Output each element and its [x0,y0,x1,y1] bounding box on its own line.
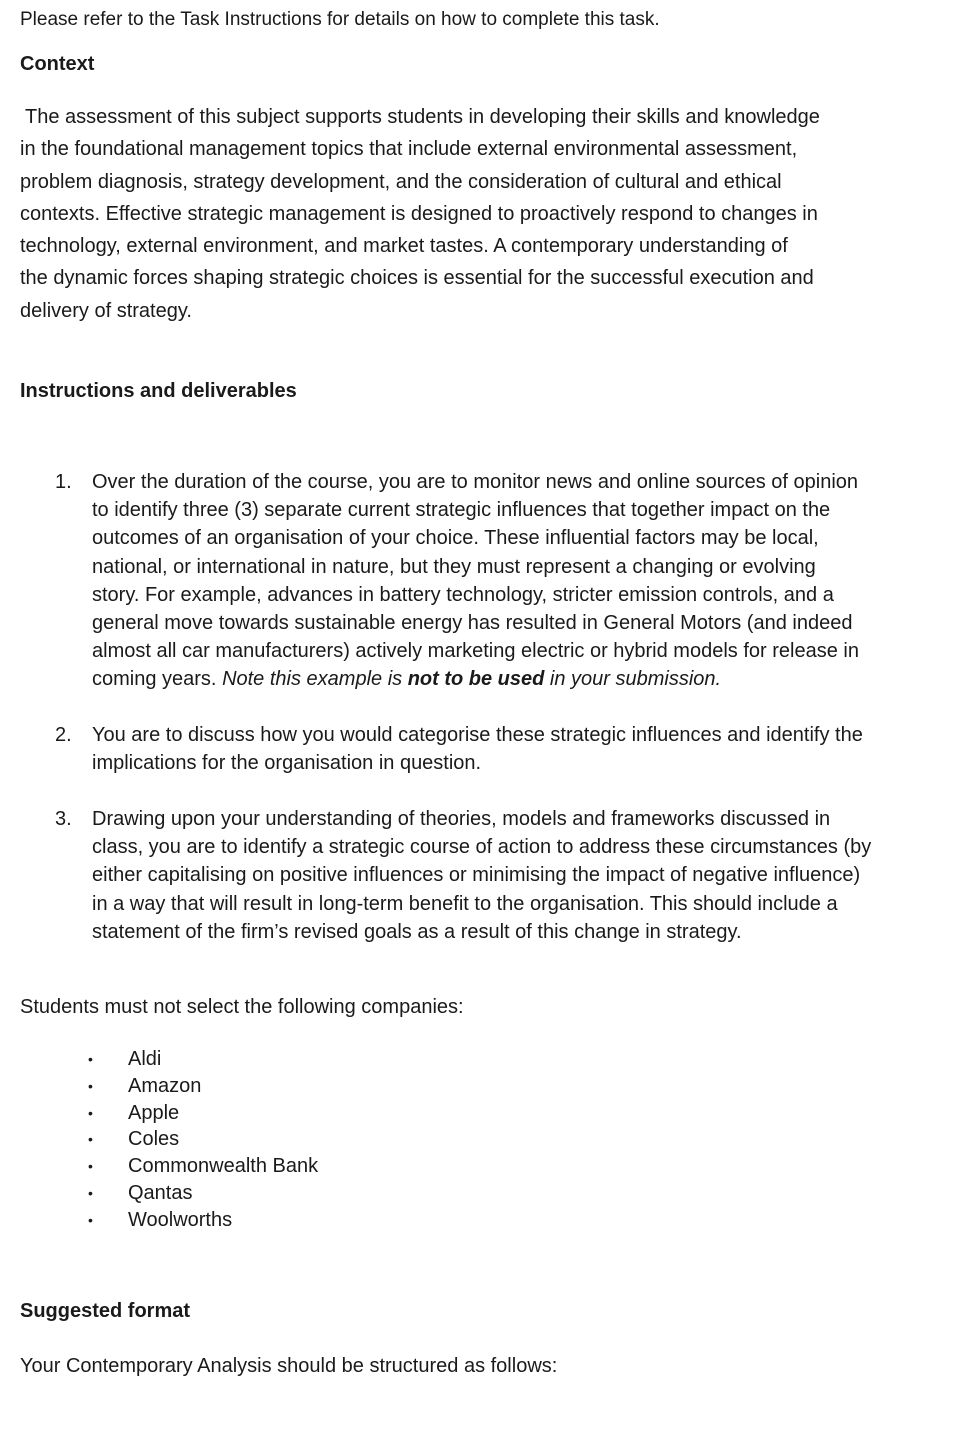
bullet-icon: • [88,1131,93,1148]
list-line: Over the duration of the course, you are to monitor news and online sources of opinion [92,471,859,493]
list-line: outcomes of an organisation of your choice. These influential factors may be local, [92,527,819,550]
company-name: Amazon [128,1074,202,1097]
suggested-heading: Suggested format [20,1300,191,1322]
excluded-companies-list [88,1046,318,1234]
list-number: 1. [55,471,72,493]
list-number: 2. [55,724,72,746]
list-item [88,1073,318,1100]
list-item-body [92,805,871,946]
company-name: Coles [128,1128,180,1151]
context-line: technology, external environment, and market tastes. A contemporary understanding of [20,235,788,258]
list-line-start: coming years. [92,668,223,691]
note-emphasis: not to be used [407,668,545,691]
excluded-intro: Students must not select the following companies: [20,996,464,1018]
list-item [88,1126,318,1153]
list-item [88,1180,318,1207]
context-line: delivery of strategy. [20,299,192,322]
intro-text: Please refer to the Task Instructions for details on how to complete this task. [20,9,660,30]
list-line: Drawing upon your understanding of theories, models and frameworks discussed in [92,808,831,830]
list-line: general move towards sustainable energy has resulted in General Motors (and indeed [92,612,853,635]
note-text [222,668,721,690]
list-line: either capitalising on positive influences or minimising the impact of negative influence) [92,864,861,887]
list-line-note [92,665,859,693]
list-line: almost all car manufacturers) actively marketing electric or hybrid models for release in [92,640,859,663]
list-item-body [92,468,859,694]
context-line: The assessment of this subject supports students in developing their skills and knowledge [25,106,820,128]
bullet-icon: • [88,1051,93,1067]
list-line: class, you are to identify a strategic course of action to address these circumstances (by [92,836,872,859]
company-name: Woolworths [128,1208,233,1231]
company-name: Apple [128,1101,180,1124]
company-name: Qantas [128,1181,193,1204]
list-item [88,1153,318,1180]
context-line: contexts. Effective strategic management is designed to proactively respond to changes in [20,202,818,225]
note-part-b: in your submission. [544,668,722,691]
list-item [88,1207,318,1234]
list-line: statement of the firm’s revised goals as a result of this change in strategy. [92,920,742,943]
context-line: the dynamic forces shaping strategic choices is essential for the successful execution and [20,267,814,290]
context-paragraph [20,101,900,327]
bullet-icon: • [88,1104,93,1121]
list-line: in a way that will result in long-term benefit to the organisation. This should include a [92,892,838,915]
list-line: implications for the organisation in question. [92,752,482,775]
company-name: Commonwealth Bank [128,1155,319,1178]
list-line: You are to discuss how you would categorise these strategic influences and identify the [92,724,863,746]
bullet-icon: • [88,1184,93,1201]
list-item [88,1100,318,1127]
list-item [88,1046,318,1073]
suggested-text: Your Contemporary Analysis should be structured as follows: [20,1355,558,1377]
company-name: Aldi [128,1048,162,1070]
list-line: to identify three (3) separate current strategic influences that together impact on the [92,499,831,522]
bullet-icon: • [88,1211,93,1228]
bullet-icon: • [88,1077,93,1094]
bullet-icon: • [88,1158,93,1175]
list-item-body [92,721,863,777]
instructions-heading: Instructions and deliverables [20,380,297,402]
context-heading: Context [20,53,95,75]
list-line: national, or international in nature, but they must represent a changing or evolving [92,555,816,578]
context-line: in the foundational management topics that include external environmental assessment, [20,138,798,161]
context-line: problem diagnosis, strategy development, and the consideration of cultural and ethical [20,170,782,193]
note-part-a: Note this example is [222,668,408,691]
list-number: 3. [55,808,72,830]
list-line: story. For example, advances in battery technology, stricter emission controls, and a [92,583,834,606]
